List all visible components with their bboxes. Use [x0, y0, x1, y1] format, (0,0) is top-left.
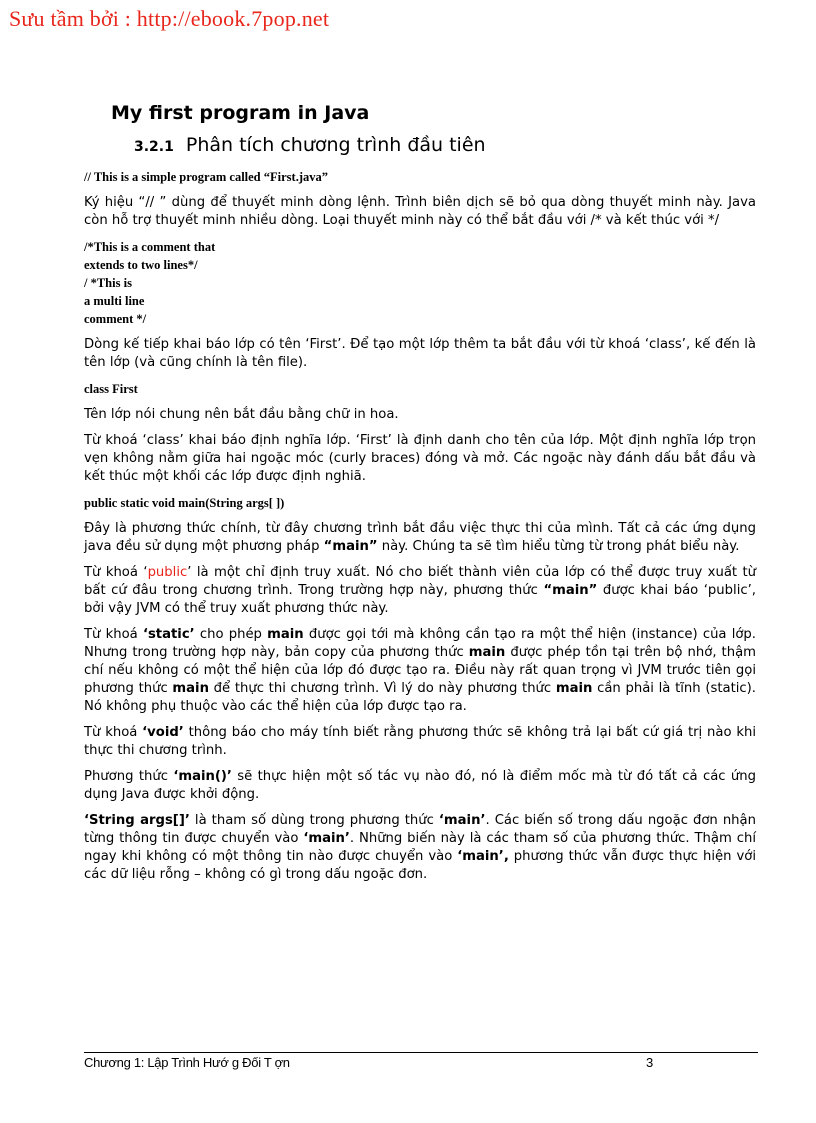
paragraph-class-declaration: Dòng kế tiếp khai báo lớp có tên ‘First’. Để tạo một lớp thêm ta bắt đầu với từ khoá ‘class’, kế đến là tên lớp (và cũng chính là tên file). [84, 337, 756, 370]
code-block-line: a multi line [84, 294, 145, 308]
paragraph-class-name: Tên lớp nói chung nên bắt đầu bằng chữ in hoa. [84, 407, 399, 422]
code-block-line: extends to two lines*/ [84, 258, 198, 272]
section-heading [134, 132, 756, 160]
code-line-class: class First [84, 382, 138, 396]
paragraph-public-keyword: Từ khoá ‘public’ là một chỉ định truy xuất. Nó cho biết thành viên của lớp có thể được truy xuất từ bất cứ đâu trong chương trình. Trong trường hợp này, phương thức “main” được khai báo ‘public’, bởi vậy JVM có thể truy xuất phương thức này. [84, 565, 756, 616]
paragraph-static-keyword: Từ khoá ‘static’ cho phép main được gọi tới mà không cần tạo ra một thể hiện (instance) của lớp. Nhưng trong trường hợp này, bản copy của phương thức main được phép tồn tại trên bộ nhớ, thậm chí nếu không có một thể hiện của lớp đó được tạo ra. Điều này rất quan trọng vì JVM trước tiên gọi phương thức main để thực thi chương trình. Vì lý do này phương thức main cần phải là tĩnh (static). Nó không phụ thuộc vào các thể hiện của lớp được tạo ra. [84, 627, 757, 714]
code-line-main: public static void main(String args[ ]) [84, 496, 285, 510]
footer-divider [84, 1052, 758, 1053]
paragraph-string-args: ‘String args[]’ là tham số dùng trong phương thức ‘main’. Các biến số trong dấu ngoặc đơn nhận từng thông tin được chuyển vào ‘main’. Những biến này là các tham số của phương thức. Thậm chí ngay khi không có một thông tin nào được chuyển vào ‘main’, phương thức vẫn được thực hiện với các dữ liệu rỗng – không có gì trong dấu ngoặc đơn. [84, 813, 756, 882]
paragraph-main-entry: Phương thức ‘main()’ sẽ thực hiện một số tác vụ nào đó, nó là điểm mốc mà từ đó tất cả các ứng dụng Java được khởi động. [84, 769, 756, 802]
paragraph-main-method: Đây là phương thức chính, từ đây chương trình bắt đầu việc thực thi của mình. Tất cả các ứng dụng java đều sử dụng một phương pháp “main” này. Chúng ta sẽ tìm hiểu từng từ trong phát biểu này. [84, 521, 756, 554]
page-content [84, 100, 756, 892]
code-block-line: / *This is [84, 276, 132, 290]
section-title: Phân tích chương trình đầu tiên [185, 134, 486, 156]
keyword-public: public [147, 565, 188, 580]
code-line-comment: // This is a simple program called “First.java” [84, 170, 328, 184]
code-block-line: comment */ [84, 312, 147, 326]
paragraph-void-keyword: Từ khoá ‘void’ thông báo cho máy tính biết rằng phương thức sẽ không trả lại bất cứ giá trị nào khi thực thi chương trình. [84, 725, 756, 758]
page-heading: My first program in Java [111, 102, 370, 124]
paragraph-comment-syntax: Ký hiệu “// ” dùng để thuyết minh dòng lệnh. Trình biên dịch sẽ bỏ qua dòng thuyết minh này. Java còn hỗ trợ thuyết minh nhiều dòng. Loại thuyết minh này có thể bắt đầu với /* và kết thúc với */ [84, 195, 756, 228]
footer-page-number: 3 [646, 1055, 654, 1070]
footer-chapter-title: Chương 1: Lập Trình Hướ g Đối T ợn [84, 1055, 290, 1070]
code-block-multiline-comment [84, 238, 756, 328]
paragraph-class-keyword: Từ khoá ‘class’ khai báo định nghĩa lớp. ‘First’ là định danh cho tên của lớp. Một định nghĩa lớp trọn vẹn không nằm giữa hai ngoặc móc (curly braces) đóng và mở. Các ngoặc này đánh dấu bắt đầu và kết thúc một khối các lớp được định nghiã. [84, 433, 756, 484]
watermark-text: Sưu tầm bởi : http://ebook.7pop.net [9, 6, 330, 31]
section-number: 3.2.1 [134, 139, 174, 155]
code-block-line: /*This is a comment that [84, 240, 216, 254]
